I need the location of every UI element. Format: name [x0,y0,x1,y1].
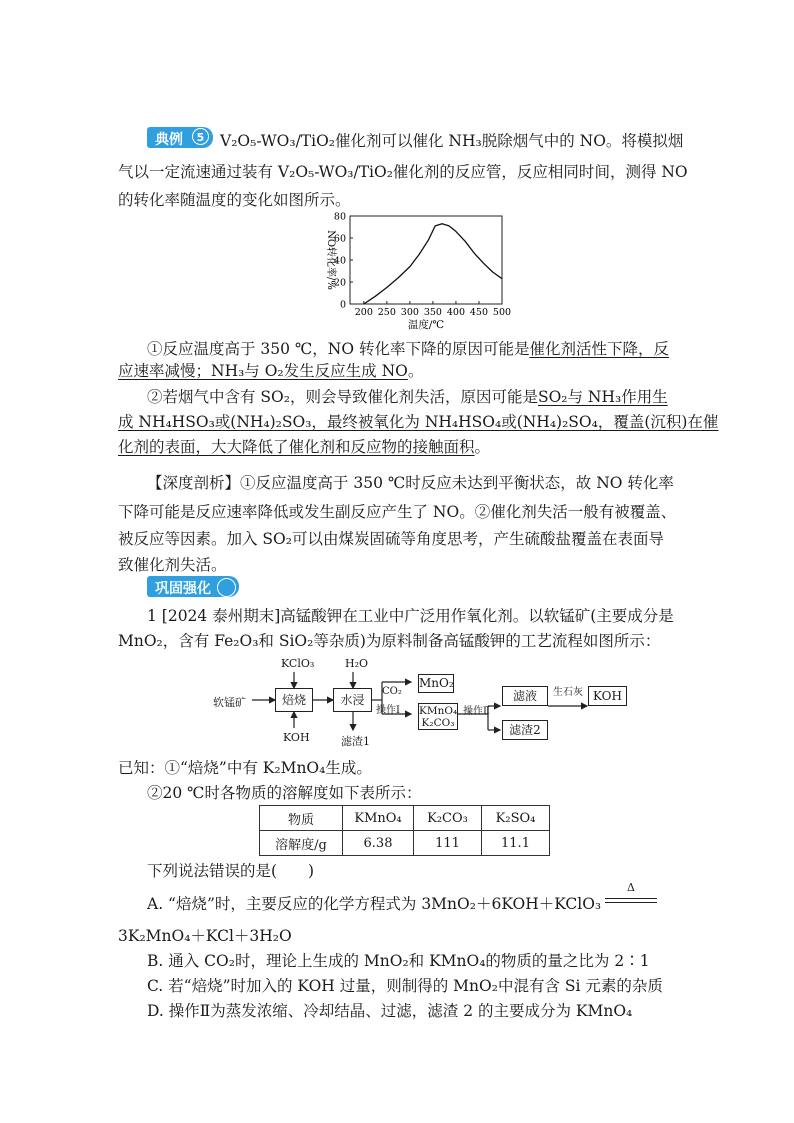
practice-tag [147,576,239,597]
answer-1-underline-1: 催化剂活性下降，反 [529,340,669,358]
answer-2-underline-1: SO₂与 NH₃作用生 [537,388,668,406]
x-tick-label: 500 [492,307,512,318]
table-header-cell: KMnO₄ [343,806,414,831]
flow-residue1-label: 滤渣1 [341,735,370,748]
question-prompt: 下列说法错误的是( ) [147,862,315,880]
flowchart-arrows [200,652,640,752]
example-line-3: 的转化率随温度的变化如图所示。 [118,191,351,209]
x-tick-label: 450 [469,307,489,318]
y-tick-label: 20 [333,277,346,289]
practice-tag-label: 巩固强化 [155,581,211,597]
question-line-2: MnO₂，含有 Fe₂O₃和 SiO₂等杂质)为原料制备高锰酸钾的工艺流程如图所示： [118,632,661,650]
option-d: D. 操作Ⅱ为蒸发浓缩、冷却结晶、过滤，滤渣 2 的主要成分为 KMnO₄ [147,1002,633,1020]
example-tag-label: 典例 [155,132,183,148]
y-tick-label: 60 [333,233,346,245]
practice-tag-circle-icon [217,578,236,597]
no-conversion-chart [305,208,515,333]
flow-op2-label: 操作Ⅱ [463,706,490,717]
x-tick-label: 300 [400,307,419,318]
y-tick-label: 0 [339,299,346,311]
answer-1-line-2 [118,361,423,381]
answer-2-line-3 [118,437,490,457]
option-b: B. 通入 CO₂时，理论上生成的 MnO₂和 KMnO₄的物质的量之比为 2∶1 [147,952,650,970]
conversion-curve [364,224,502,304]
flow-op1-label: 操作Ⅰ [376,705,400,716]
flow-residue2-box: 滤渣2 [502,720,548,740]
x-tick-label: 350 [423,307,442,318]
flow-filtrate-box: 滤液 [502,686,548,706]
analysis-line-2: 下降可能是反应速率降低或发生副反应产生了 NO。②催化剂失活一般有被覆盖、 [118,503,677,521]
flow-kmno4-k2co3-box [418,703,458,730]
x-axis-label: 温度/℃ [407,319,445,331]
flow-koh-out-box: KOH [588,686,627,706]
option-a-line-1: A. “焙烧”时，主要反应的化学方程式为 3MnO₂＋6KOH＋KClO₃ [147,895,602,913]
flow-kclo3-label: KClO₃ [281,657,315,670]
answer-2-line-2 [118,412,718,432]
equals-line-bottom [605,902,657,903]
flow-h2o-label: H₂O [345,657,369,670]
answer-2-line-1 [147,387,668,407]
solubility-table [259,805,550,856]
answer-2-underline-3: 化剂的表面，大大降低了催化剂和反应物的接触面积 [118,438,475,456]
y-tick-label: 40 [333,255,346,267]
answer-1-underline-2: 应速率减慢；NH₃与 O₂发生反应生成 NO [118,362,408,380]
x-tick-label: 400 [446,307,466,318]
flow-roast-box: 焙烧 [275,688,313,712]
example-tag-number: 5 [192,128,209,145]
table-cell: 111 [414,831,482,856]
equals-line-top [605,898,657,899]
y-tick-label: 80 [333,211,346,223]
option-a-line-2: 3K₂MnO₄＋KCl＋3H₂O [118,927,292,945]
example-line-1: V₂O₅-WO₃/TiO₂催化剂可以催化 NH₃脱除烟气中的 NO。将模拟烟 [220,132,684,150]
option-a-delta: Δ [627,881,635,894]
x-tick-label: 200 [354,307,373,318]
y-axis-label: NO转化率/% [325,230,336,290]
analysis-line-4: 致催化剂失活。 [118,556,227,574]
flow-kmno4-label: KMnO₄ [419,705,458,717]
flow-k2co3-label: K₂CO₃ [421,717,455,729]
table-header-cell: K₂CO₃ [414,806,482,831]
question-line-1: 1 [2024 泰州期末]高锰酸钾在工业中广泛用作氧化剂。以软锰矿(主要成分是 [147,607,674,625]
known-2: ②20 ℃时各物质的溶解度如下表所示： [147,784,422,802]
answer-1-end: 。 [407,362,424,380]
answer-1-line-1 [147,339,669,359]
table-cell: 6.38 [343,831,414,856]
analysis-line-3: 被反应等因素。加入 SO₂可以由煤炭固硫等角度思考，产生硫酸盐覆盖在表面导 [118,530,664,548]
table-cell: 溶解度/g [260,831,343,856]
table-header-row [260,806,550,831]
option-c: C. 若“焙烧”时加入的 KOH 过量，则制得的 MnO₂中混有含 Si 元素的杂质 [147,977,663,995]
flow-start-label: 软锰矿 [213,696,246,709]
example-line-2: 气以一定流速通过装有 V₂O₅-WO₃/TiO₂催化剂的反应管，反应相同时间，测得 NO [118,163,688,181]
table-header-cell: K₂SO₄ [482,806,550,831]
answer-2-end: 。 [474,438,491,456]
flow-co2-label: CO₂ [382,686,402,697]
x-tick-label: 250 [377,307,396,318]
answer-2-underline-2: 成 NH₄HSO₃或(NH₄)₂SO₃，最终被氧化为 NH₄HSO₄或(NH₄)₂SO₄，覆盖(沉积)在催 [118,413,719,431]
analysis-line-1: 【深度剖析】①反应温度高于 350 ℃时反应未达到平衡状态，故 NO 转化率 [147,474,674,492]
answer-1-pre: ①反应温度高于 350 ℃，NO 转化率下降的原因可能是 [147,340,530,358]
flow-mno2-box: MnO₂ [418,674,454,693]
answer-2-pre: ②若烟气中含有 SO₂，则会导致催化剂失活，原因可能是 [147,388,538,406]
table-row [260,831,550,856]
table-header-cell: 物质 [260,806,343,831]
known-1: 已知：①“焙烧”中有 K₂MnO₄生成。 [118,759,372,777]
plot-frame [350,216,502,304]
table-cell: 11.1 [482,831,550,856]
flow-koh-in-label: KOH [283,731,310,744]
flow-leach-box: 水浸 [333,688,372,712]
example-tag [147,127,213,148]
flow-lime-label: 生石灰 [553,687,583,698]
